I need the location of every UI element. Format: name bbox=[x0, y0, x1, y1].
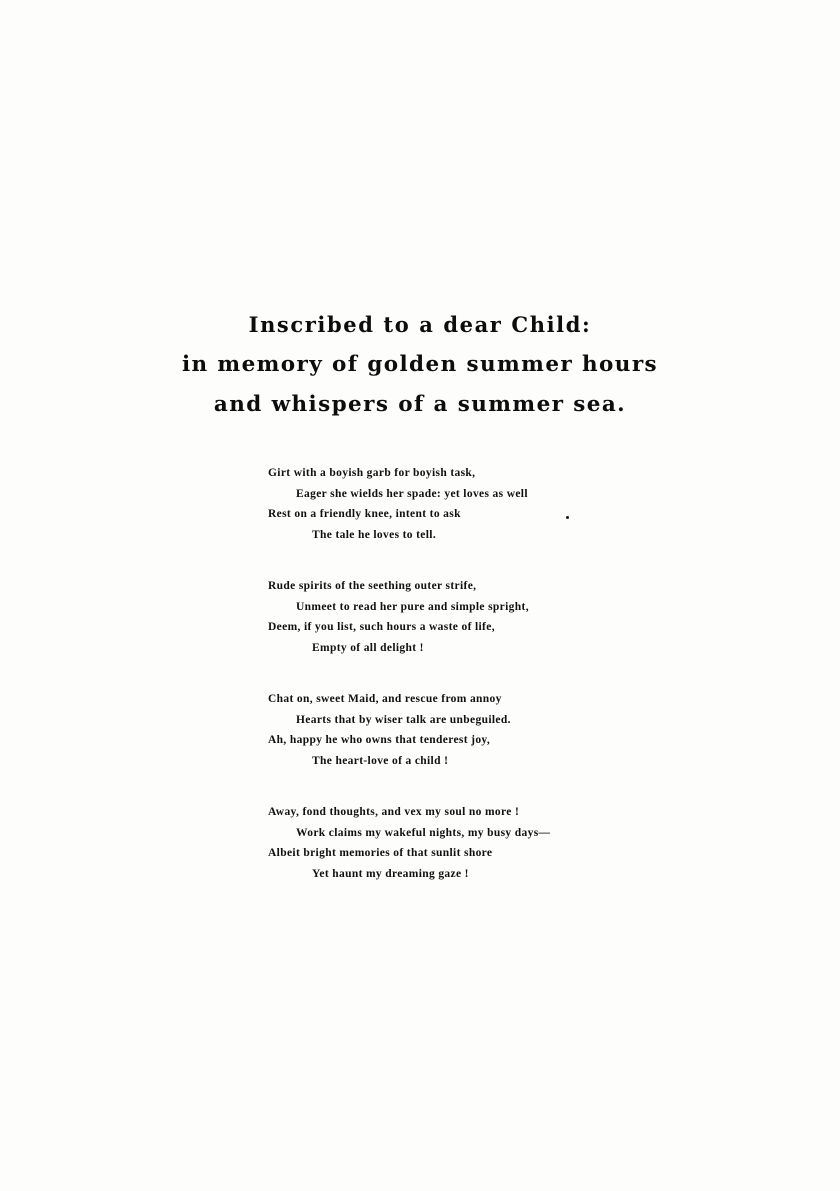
poem-line: The heart-love of a child ! bbox=[312, 754, 449, 767]
poem-line: Empty of all delight ! bbox=[312, 641, 424, 654]
poem-line: Away, fond thoughts, and vex my soul no more ! bbox=[268, 806, 520, 818]
poem-line: Girt with a boyish garb for boyish task, bbox=[268, 467, 476, 479]
poem-line: Rude spirits of the seething outer strife, bbox=[268, 580, 477, 592]
dedication-line-1: Inscribed to a dear Child: bbox=[248, 312, 592, 337]
poem-line: Rest on a friendly knee, intent to ask bbox=[268, 508, 461, 520]
poem-line: The tale he loves to tell. bbox=[312, 528, 437, 541]
poem-line: Albeit bright memories of that sunlit shore bbox=[268, 847, 493, 859]
poem-line: Yet haunt my dreaming gaze ! bbox=[312, 867, 469, 880]
poem-line: Ah, happy he who owns that tenderest joy, bbox=[268, 734, 491, 746]
poem-stanza bbox=[268, 689, 688, 771]
poem-line: Hearts that by wiser talk are unbeguiled. bbox=[296, 713, 511, 726]
poem-line: Chat on, sweet Maid, and rescue from annoy bbox=[268, 693, 502, 705]
dedication-block bbox=[0, 305, 840, 425]
poem-line: Unmeet to read her pure and simple spright, bbox=[296, 600, 529, 613]
poem-body bbox=[268, 463, 688, 915]
poem-stanza bbox=[268, 576, 688, 658]
ink-speck bbox=[566, 516, 569, 519]
dedication-line-3: and whispers of a summer sea. bbox=[213, 392, 627, 417]
poem-line: Deem, if you list, such hours a waste of life, bbox=[268, 621, 495, 633]
poem-line: Eager she wields her spade: yet loves as well bbox=[296, 487, 528, 500]
poem-line: Work claims my wakeful nights, my busy days— bbox=[296, 826, 551, 839]
poem-stanza bbox=[268, 463, 688, 545]
dedication-line-2: in memory of golden summer hours bbox=[181, 352, 659, 377]
poem-stanza bbox=[268, 802, 688, 884]
